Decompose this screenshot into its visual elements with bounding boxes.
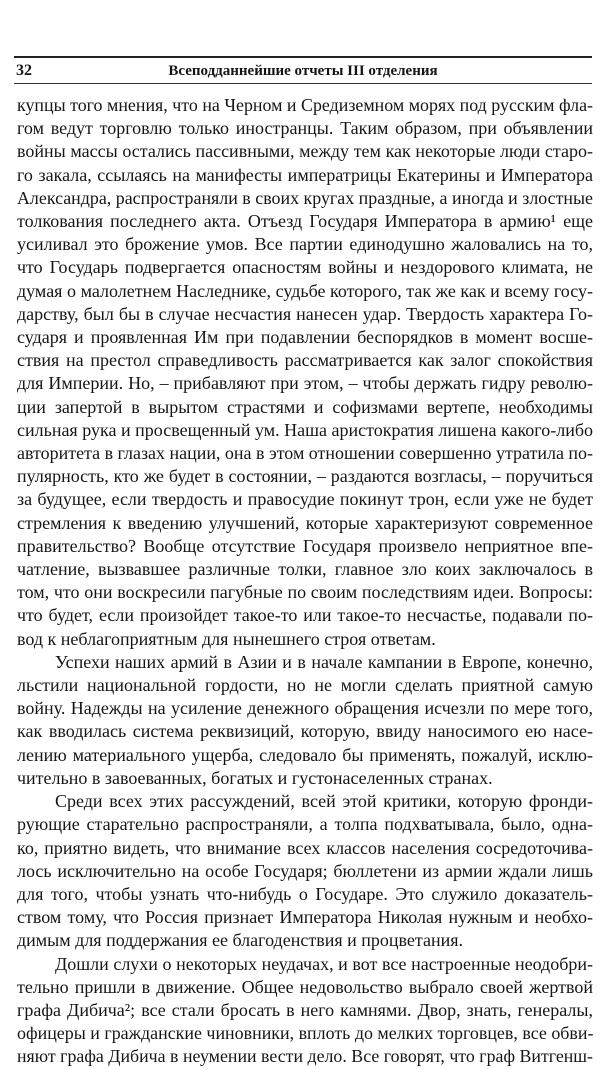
text-line: ции запертой в вырытом страстями и софизмами вертепе, необходимы [17,396,593,417]
text-line: Дошли слухи о некоторых неудачах, и вот все настроенные неодобри- [55,953,593,974]
text-line: для того, чтобы узнать что-нибудь о Государе. Это служило доказатель- [17,883,593,904]
paragraph [17,94,593,651]
text-line: ко, приятно видеть, что внимание всех классов населения сосредоточива- [17,837,593,858]
text-line: няют графа Дибича в неумении вести дело. Все говорят, что граф Витгенш- [17,1046,593,1067]
text-line: дарству, был бы в случае несчастия нанесен удар. Твердость характера Го- [17,303,593,324]
text-line: Успехи наших армий в Азии и в начале кампании в Европе, конечно, [55,651,593,672]
text-line: купцы того мнения, что на Черном и Средиземном морях под русским фла- [17,95,593,115]
text-line: ством тому, что Россия признает Императора Николая нужным и необхо- [17,907,593,928]
text-line: за будущее, если твердость и правосудие покинут трон, если уже не будет [17,489,593,510]
text-line: чительно в завоеванных, богатых и густонаселенных странах. [17,767,493,788]
running-header [16,62,590,82]
text-line: вод к неблагоприятным для нынешнего строя ответам. [17,628,436,649]
header-bottom-rule [14,83,592,84]
text-line: сударя и проявленная Им при подавлении беспорядков в момент восше- [17,327,593,348]
text-line: Александра, распространяли в своих кругах праздные, а иногда и злостные [17,187,593,208]
header-top-rule [14,56,592,58]
text-line: войны массы остались пассивными, между тем как некоторые люди старо- [17,141,593,162]
paragraph [17,651,593,790]
text-line: Среди всех этих рассуждений, всей этой критики, которую фронди- [55,791,593,812]
text-line: чатление, вызвавшее различные толки, главное зло коих заключалось в [17,559,593,580]
text-line: толкования последнего акта. Отъезд Государя Императора в армию¹ еще [17,211,593,232]
text-line: стремления к введению улучшений, которые характеризуют современное [17,512,593,533]
page-number: 32 [16,62,32,79]
text-line: авторитета в глазах нации, она в этом отношении совершенно утратила по- [17,443,594,464]
text-line: пулярность, кто же будет в состоянии, – раздаются возгласы, – поручиться [17,466,593,487]
text-line: думая о малолетнем Наследнике, судьбе которого, так же как и всему госу- [17,280,593,301]
text-line: что Государь подвергается опасностям войны и нездорового климата, не [17,257,593,278]
text-line: сильная рука и просвещенный ум. Наша аристократия лишена какого-либо [17,419,593,440]
text-line: что будет, если произойдет такое-то или такое-то несчастье, подавали по- [17,605,593,626]
text-line: димым для поддержания ее благоденствия и процветания. [17,930,464,951]
text-line: лось исключительно на особе Государя; бюллетени из армии ждали лишь [17,860,593,881]
paragraph [17,790,593,952]
text-line: правительство? Вообще отсутствие Государя произвело неприятное впе- [17,535,593,556]
text-line: льстили национальной гордости, но не могли сделать приятной самую [17,675,593,696]
text-line: графа Дибича²; все стали бросать в него камнями. Двор, знать, генералы, [17,999,593,1020]
text-line: том, что они воскресили пагубные по своим последствиям идеи. Вопросы: [17,582,593,603]
text-line: как вводилась система реквизиций, которую, ввиду наносимого ею насе- [17,721,593,742]
text-line: тельно пришли в движение. Общее недовольство выбрало своей жертвой [17,976,593,997]
text-line: го закала, ссылаясь на манифесты императрицы Екатерины и Императора [17,164,593,185]
paragraph [17,953,593,1069]
text-line: усиливал это брожение умов. Все партии единодушно жаловались на то, [17,234,593,255]
text-line: лению материального ущерба, следовало бы применять, пожалуй, исклю- [17,744,593,765]
body-text [17,94,593,1069]
text-line: рующие старательно распространяли, а толпа подхватывала, было, одна- [17,814,593,835]
text-line: войну. Надежды на усиление денежного обращения исчезли по мере того, [17,698,593,719]
text-line: для Империи. Но, – прибавляют при этом, – чтобы держать гидру револю- [17,373,593,394]
text-line: ствия на престол справедливость рассматривается как залог спокойствия [17,350,593,371]
text-line: офицеры и гражданские чиновники, вплоть до мелких торговцев, все обви- [17,1023,594,1044]
running-title: Всеподданнейшие отчеты III отделения [168,63,438,79]
text-line: гом ведут торговлю только иностранцы. Таким образом, при объявлении [17,118,593,139]
